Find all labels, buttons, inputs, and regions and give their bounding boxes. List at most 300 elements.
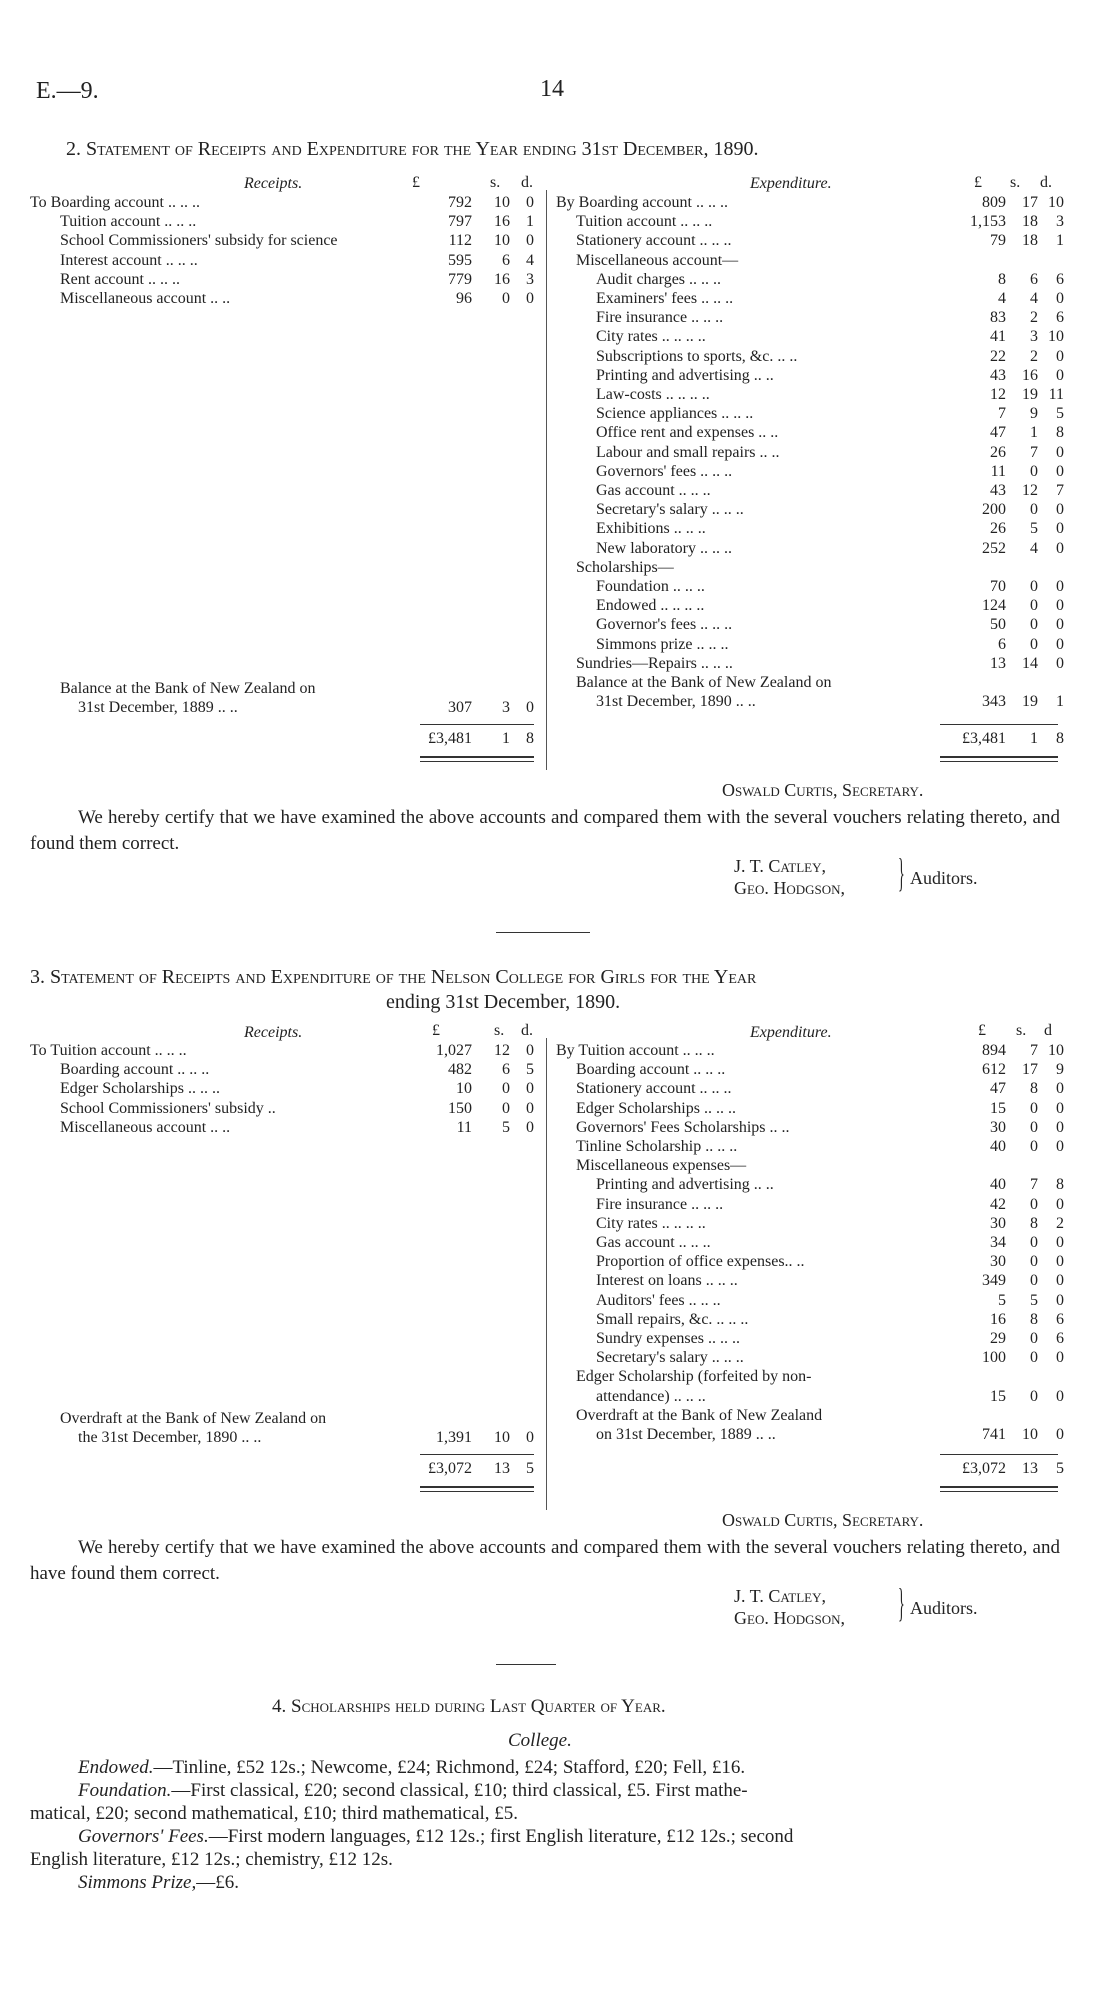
ledger-amount-pounds: 43 [990,482,1006,499]
ledger-amount-pence: 0 [526,290,534,307]
ledger-row [0,1329,1114,1348]
ledger-amount-shillings: 2 [1030,347,1038,365]
ledger-row [0,1137,1114,1156]
ledger-row-label: City rates .. .. .. .. [596,328,706,346]
ledger-row [0,1195,1114,1214]
ledger-row [0,1175,1114,1194]
ledger-amount-shillings: 0 [1030,1138,1038,1155]
ledger-amount-pounds: 43 [990,366,1006,384]
ledger-amount-shillings: 0 [1030,501,1038,519]
ledger-amount-pounds: 30 [990,1214,1006,1232]
page-number: 14 [540,76,564,102]
ledger-row [0,212,1114,231]
s3-e-total-rule-top [940,1454,1058,1455]
ledger-amount-pounds: 30 [990,1253,1006,1271]
ledger-amount-shillings: 10 [1022,1426,1038,1443]
s2-e-total-rule-bottom2 [940,761,1058,762]
ledger-amount-pounds: 42 [990,1195,1006,1213]
s3-column-divider [546,1038,547,1510]
ledger-amount-shillings: 7 [1030,443,1038,461]
ledger-amount-pounds: 26 [990,520,1006,538]
ledger-amount-pounds: 10 [456,1080,472,1098]
ledger-row-label: School Commissioners' subsidy .. [60,1099,276,1117]
ledger-amount-pence: 1 [1056,693,1064,711]
ledger-amount-shillings: 2 [1030,309,1038,327]
ledger-amount-pounds: 8 [998,270,1006,288]
s2-expenditure-total-l: £3,481 [962,730,1006,747]
ledger-amount-pence: 5 [1056,405,1064,423]
ledger-amount-pence: 0 [1056,1349,1064,1367]
ledger-amount-pence: 1 [1056,232,1064,250]
ledger-row-label: Miscellaneous account— [576,251,739,269]
ledger-amount-pence: 0 [526,1042,534,1059]
s3-expenditure-total-d: 5 [1056,1460,1064,1477]
s3-secretary-signature: Oswald Curtis, Secretary. [722,1510,924,1530]
ledger-row-label: Balance at the Bank of New Zealand on [576,674,832,691]
ledger-amount-shillings: 1 [1030,424,1038,442]
divider-1 [496,932,590,933]
ledger-row-label: By Tuition account .. .. .. [556,1042,715,1059]
ledger-amount-shillings: 0 [502,290,510,307]
ledger-row-label: Examiners' fees .. .. .. [596,290,734,307]
ledger-amount-shillings: 4 [1030,290,1038,307]
ledger-row [0,1387,1114,1406]
ledger-amount-pence: 0 [1056,366,1064,384]
ledger-row-label: Gas account .. .. .. [596,1234,711,1251]
ledger-amount-shillings: 0 [1030,1099,1038,1117]
ledger-amount-pence: 6 [1056,1310,1064,1328]
ledger-amount-shillings: 16 [494,213,510,231]
ledger-row-label: Auditors' fees .. .. .. [596,1291,721,1309]
ledger-amount-pence: 2 [1056,1214,1064,1232]
ledger-amount-pounds: 70 [990,578,1006,595]
s3-expenditure-total-s: 13 [1022,1460,1038,1477]
ledger-row-label: Audit charges .. .. .. [596,270,722,288]
ledger-amount-pounds: 26 [990,443,1006,461]
ledger-amount-pence: 5 [526,1061,534,1079]
ledger-amount-pence: 3 [526,270,534,288]
ledger-amount-shillings: 14 [1022,654,1038,672]
ledger-row [0,193,1114,212]
s3-r-total-rule-bottom [420,1486,534,1488]
ledger-amount-shillings: 16 [494,270,510,288]
ledger-amount-pence: 0 [526,194,534,211]
s3-auditors-label: Auditors. [910,1598,978,1618]
ledger-amount-pounds: 100 [982,1349,1006,1367]
governors-label: Governors' Fees. [78,1826,209,1847]
s2-column-divider [546,190,547,770]
ledger-amount-pence: 0 [1056,443,1064,461]
ledger-amount-pounds: 12 [990,386,1006,403]
ledger-amount-pounds: 792 [448,194,472,211]
endowed-label: Endowed. [78,1757,154,1778]
ledger-row-label: School Commissioners' subsidy for science [60,232,338,250]
ledger-row-label: attendance) .. .. .. [596,1387,706,1405]
ledger-row [0,1348,1114,1367]
ledger-row-label: To Boarding account .. .. .. [30,194,200,211]
s2-r-money-s: s. [490,174,501,191]
ledger-row [0,385,1114,404]
ledger-row-label: Overdraft at the Bank of New Zealand [576,1406,823,1424]
ledger-row-label: New laboratory .. .. .. [596,539,732,557]
ledger-amount-shillings: 19 [1022,386,1038,403]
s3-r-total-rule-top [420,1454,534,1455]
ledger-row-label: By Boarding account .. .. .. [556,194,728,211]
simmons-paragraph [78,1870,239,1896]
ledger-row [0,519,1114,538]
s3-auditors-brace: } [898,1580,905,1625]
s3-receipts-overdraft-s: 10 [494,1429,510,1446]
ledger-amount-shillings: 0 [502,1099,510,1117]
ledger-row [0,327,1114,346]
ledger-amount-pounds: 797 [448,213,472,231]
ledger-amount-shillings: 7 [1030,1176,1038,1194]
ledger-row-label: Law-costs .. .. .. .. [596,386,710,403]
s2-r-money-pound: £ [412,174,420,191]
s3-r-money-s: s. [494,1022,505,1039]
ledger-row-label: Secretary's salary .. .. .. [596,1349,744,1367]
ledger-row-label: Edger Scholarships .. .. .. [60,1080,220,1098]
ledger-amount-pounds: 40 [990,1138,1006,1155]
ledger-row-label: Sundry expenses .. .. .. [596,1330,740,1347]
ledger-amount-pounds: 30 [990,1118,1006,1136]
ledger-amount-pounds: 15 [990,1387,1006,1405]
endowed-text: —Tinline, £52 12s.; Newcome, £24; Richmond, £24; Stafford, £20; Fell, £16. [153,1757,746,1778]
ledger-amount-shillings: 8 [1030,1310,1038,1328]
ledger-row-label: Miscellaneous account .. .. [60,1118,231,1136]
s2-e-money-pound: £ [974,174,982,191]
ledger-row-label: Tuition account .. .. .. [576,213,713,231]
ledger-amount-pence: 6 [1056,270,1064,288]
ledger-row [0,1367,1114,1386]
ledger-row [0,1214,1114,1233]
ledger-row-label: on 31st December, 1889 .. .. [596,1426,776,1443]
s3-e-money-pound: £ [978,1022,986,1039]
ledger-amount-pounds: 252 [982,539,1006,557]
ledger-row-label: Simmons prize .. .. .. [596,635,729,653]
ledger-row-label: Stationery account .. .. .. [576,1080,732,1098]
ledger-row [0,1271,1114,1290]
ledger-row [0,1156,1114,1175]
ledger-row-label: Fire insurance .. .. .. [596,1195,724,1213]
ledger-amount-pence: 10 [1048,1042,1064,1059]
ledger-row [0,443,1114,462]
ledger-row-label: Small repairs, &c. .. .. .. [596,1310,749,1328]
ledger-amount-pence: 3 [1056,213,1064,231]
ledger-amount-pence: 0 [1056,597,1064,615]
ledger-amount-pounds: 112 [448,232,472,250]
ledger-amount-pence: 0 [1056,501,1064,519]
ledger-row [0,423,1114,442]
ledger-amount-shillings: 8 [1030,1214,1038,1232]
ledger-amount-pounds: 7 [998,405,1006,423]
ledger-amount-pounds: 124 [982,597,1006,615]
ledger-row [0,1099,1114,1118]
ledger-amount-shillings: 0 [1030,1195,1038,1213]
ledger-amount-shillings: 10 [494,232,510,250]
ledger-row-label: Secretary's salary .. .. .. [596,501,744,519]
s2-receipts-balance-l: 307 [448,699,472,716]
s3-certification: We hereby certify that we have examined the above accounts and compared them with the several vouchers relating thereto, and have found them correct. [30,1537,1060,1584]
ledger-row [0,654,1114,673]
ledger-amount-shillings: 5 [1030,1291,1038,1309]
ledger-row-label: Printing and advertising .. .. [596,366,774,384]
ledger-amount-pence: 0 [1056,1118,1064,1136]
ledger-amount-shillings: 9 [1030,405,1038,423]
ledger-amount-pence: 0 [1056,654,1064,672]
ledger-amount-pounds: 6 [998,635,1006,653]
s2-secretary-signature: Oswald Curtis, Secretary. [722,780,924,800]
section3-title-line2: ending 31st December, 1890. [386,991,621,1013]
s2-receipts-head: Receipts. [244,175,303,192]
s2-r-total-rule-top [420,724,534,725]
ledger-amount-shillings: 17 [1022,194,1038,211]
ledger-amount-pounds: 5 [998,1291,1006,1309]
ledger-amount-pounds: 150 [448,1099,472,1117]
s2-auditor-hodgson: Geo. Hodgson, [734,878,845,898]
ledger-amount-shillings: 0 [1030,462,1038,480]
ledger-amount-pence: 0 [1056,539,1064,557]
ledger-amount-pence: 0 [526,1118,534,1136]
ledger-row [0,404,1114,423]
s3-e-total-rule-bottom [940,1486,1058,1488]
ledger-amount-pence: 0 [526,1099,534,1117]
s2-receipts-balance-line1: Balance at the Bank of New Zealand on [60,680,316,697]
ledger-amount-shillings: 0 [1030,597,1038,615]
ledger-amount-pounds: 779 [448,270,472,288]
foundation-paragraph-cont: matical, £20; second mathematical, £10; third mathematical, £5. [30,1803,519,1824]
s2-expenditure-head: Expenditure. [750,175,832,192]
ledger-amount-pounds: 40 [990,1176,1006,1194]
s2-auditor-catley: J. T. Catley, [734,856,827,876]
ledger-amount-shillings: 0 [502,1080,510,1098]
ledger-amount-pence: 0 [1056,1253,1064,1271]
ledger-amount-pounds: 29 [990,1330,1006,1347]
ledger-amount-pence: 9 [1056,1061,1064,1079]
ledger-amount-pounds: 41 [990,328,1006,346]
ledger-row-label: Labour and small repairs .. .. [596,443,780,461]
ledger-amount-pence: 0 [526,232,534,250]
ledger-amount-shillings: 6 [502,251,510,269]
ledger-row-label: Sundries—Repairs .. .. .. [576,654,733,672]
ledger-amount-shillings: 0 [1030,578,1038,595]
s2-auditors-brace: } [898,850,905,895]
ledger-row-label: Governor's fees .. .. .. [596,616,733,634]
ledger-row-label: Miscellaneous expenses— [576,1157,747,1175]
s2-receipts-total-l: £3,481 [428,730,472,747]
ledger-amount-pence: 6 [1056,1330,1064,1347]
ledger-row-label: Governors' Fees Scholarships .. .. [576,1118,790,1136]
ledger-row [0,577,1114,596]
ledger-amount-pounds: 349 [982,1272,1006,1290]
ledger-amount-pence: 8 [1056,424,1064,442]
s2-certification: We hereby certify that we have examined the above accounts and compared them with the several vouchers relating thereto, and found them correct. [30,807,1060,854]
ledger-amount-shillings: 0 [1030,1118,1038,1136]
ledger-amount-pounds: 482 [448,1061,472,1079]
ledger-amount-pounds: 1,027 [436,1042,472,1059]
ledger-amount-pence: 10 [1048,194,1064,211]
s2-auditors-label: Auditors. [910,868,978,888]
section3-title-line1: 3. Statement of Receipts and Expenditure of the Nelson College for Girls for the Year [30,966,757,988]
ledger-amount-pence: 4 [526,251,534,269]
s2-r-money-d: d. [521,174,533,191]
simmons-text: —£6. [196,1872,239,1893]
ledger-row-label: Rent account .. .. .. [60,270,180,288]
ledger-row-label: Gas account .. .. .. [596,482,711,499]
ledger-amount-pence: 0 [1056,1099,1064,1117]
ledger-row-label: Stationery account .. .. .. [576,232,732,250]
ledger-amount-shillings: 4 [1030,539,1038,557]
ledger-row [0,231,1114,250]
ledger-amount-pence: 0 [1056,1426,1064,1443]
ledger-row [0,635,1114,654]
ledger-amount-pounds: 47 [990,424,1006,442]
s2-receipts-balance-line2: 31st December, 1889 .. .. [78,699,238,716]
ledger-row-label: Fire insurance .. .. .. [596,309,724,327]
s3-receipts-overdraft-d: 0 [526,1429,534,1446]
ledger-amount-shillings: 18 [1022,232,1038,250]
ledger-amount-pence: 0 [1056,635,1064,653]
ledger-amount-pounds: 1,153 [970,213,1006,231]
s3-receipts-overdraft-line1: Overdraft at the Bank of New Zealand on [60,1410,327,1427]
section2-title: 2. Statement of Receipts and Expenditure for the Year ending 31st December, 1890. [66,138,759,160]
s3-receipts-total-l: £3,072 [428,1460,472,1477]
ledger-amount-shillings: 3 [1030,328,1038,346]
ledger-amount-pounds: 50 [990,616,1006,634]
ledger-amount-shillings: 19 [1022,693,1038,711]
ledger-row [0,1252,1114,1271]
ledger-amount-shillings: 5 [1030,520,1038,538]
ledger-amount-pounds: 11 [990,462,1006,480]
ledger-row [0,481,1114,500]
ledger-row [0,500,1114,519]
section4-subtitle: College. [508,1730,572,1751]
ledger-amount-pounds: 809 [982,194,1006,211]
ledger-amount-pounds: 79 [990,232,1006,250]
ledger-amount-pence: 0 [1056,578,1064,595]
ledger-amount-shillings: 0 [1030,1234,1038,1251]
page-reference: E.—9. [36,78,99,104]
ledger-amount-pounds: 16 [990,1310,1006,1328]
ledger-amount-pence: 0 [1056,1291,1064,1309]
ledger-amount-pence: 0 [1056,616,1064,634]
ledger-amount-shillings: 7 [1030,1042,1038,1059]
s3-e-money-d: d [1044,1022,1052,1039]
ledger-row [0,1310,1114,1329]
s2-receipts-balance-d: 0 [526,699,534,716]
s3-expenditure-head: Expenditure. [750,1024,832,1041]
ledger-row [0,347,1114,366]
ledger-amount-shillings: 0 [1030,1253,1038,1271]
ledger-amount-pence: 0 [1056,520,1064,538]
ledger-amount-pence: 8 [1056,1176,1064,1194]
s3-r-money-d: d. [521,1022,533,1039]
foundation-text: —First classical, £20; second classical, £10; third classical, £5. First mathe- [171,1780,748,1801]
ledger-row [0,1041,1114,1060]
ledger-row-label: Office rent and expenses .. .. [596,424,779,442]
ledger-row-label: Printing and advertising .. .. [596,1176,774,1194]
ledger-row-label: Proportion of office expenses.. .. [596,1253,805,1271]
s3-e-money-s: s. [1016,1022,1027,1039]
ledger-amount-shillings: 12 [494,1042,510,1059]
ledger-amount-pence: 6 [1056,309,1064,327]
ledger-row-label: Governors' fees .. .. .. [596,462,733,480]
ledger-amount-pounds: 47 [990,1080,1006,1098]
ledger-row-label: Tuition account .. .. .. [60,213,197,231]
ledger-row [0,462,1114,481]
ledger-amount-pence: 1 [526,213,534,231]
ledger-amount-shillings: 0 [1030,616,1038,634]
ledger-row-label: Endowed .. .. .. .. [596,597,705,615]
ledger-row-label: Subscriptions to sports, &c. .. .. [596,347,798,365]
ledger-row [0,308,1114,327]
ledger-amount-pence: 0 [1056,1272,1064,1290]
ledger-row [0,270,1114,289]
ledger-row [0,539,1114,558]
ledger-row-label: Tinline Scholarship .. .. .. [576,1138,738,1155]
ledger-amount-pounds: 595 [448,251,472,269]
ledger-row [0,289,1114,308]
ledger-row-label: Boarding account .. .. .. [576,1061,726,1079]
ledger-amount-shillings: 0 [1030,1387,1038,1405]
s2-e-money-d: d. [1040,174,1052,191]
ledger-amount-shillings: 6 [1030,270,1038,288]
s3-r-money-pound: £ [432,1022,440,1039]
ledger-row [0,596,1114,615]
ledger-row [0,1118,1114,1137]
ledger-amount-shillings: 12 [1022,482,1038,499]
ledger-amount-pounds: 343 [982,693,1006,711]
ledger-amount-pence: 0 [526,1080,534,1098]
s3-receipts-head: Receipts. [244,1024,303,1041]
divider-2 [496,1664,556,1665]
ledger-row-label: Foundation .. .. .. [596,578,705,595]
s2-expenditure-total-s: 1 [1030,730,1038,747]
ledger-row [0,615,1114,634]
s2-r-total-rule-bottom2 [420,761,534,762]
ledger-amount-pounds: 13 [990,654,1006,672]
ledger-row-label: Scholarships— [576,558,674,576]
ledger-amount-pounds: 22 [990,347,1006,365]
foundation-label: Foundation. [78,1780,172,1801]
ledger-amount-pounds: 83 [990,309,1006,327]
ledger-amount-shillings: 0 [1030,635,1038,653]
s2-e-total-rule-bottom [940,756,1058,758]
ledger-row-label: Edger Scholarships .. .. .. [576,1099,736,1117]
s2-e-total-rule-top [940,724,1058,725]
s3-receipts-total-s: 13 [494,1460,510,1477]
ledger-row [0,1060,1114,1079]
ledger-amount-shillings: 16 [1022,366,1038,384]
s3-r-total-rule-bottom2 [420,1491,534,1492]
ledger-amount-pence: 0 [1056,462,1064,480]
ledger-amount-shillings: 17 [1022,1061,1038,1079]
ledger-amount-pounds: 4 [998,290,1006,307]
ledger-amount-pounds: 200 [982,501,1006,519]
ledger-amount-shillings: 0 [1030,1330,1038,1347]
s3-receipts-overdraft-l: 1,391 [436,1429,472,1446]
ledger-amount-pence: 10 [1048,328,1064,346]
ledger-row-label: Interest on loans .. .. .. [596,1272,738,1290]
ledger-amount-pounds: 612 [982,1061,1006,1079]
ledger-row-label: 31st December, 1890 .. .. [596,693,756,711]
s3-expenditure-total-l: £3,072 [962,1460,1006,1477]
s3-auditor-hodgson: Geo. Hodgson, [734,1608,845,1628]
ledger-amount-shillings: 10 [494,194,510,211]
ledger-amount-shillings: 5 [502,1118,510,1136]
ledger-amount-pounds: 15 [990,1099,1006,1117]
ledger-row [0,558,1114,577]
